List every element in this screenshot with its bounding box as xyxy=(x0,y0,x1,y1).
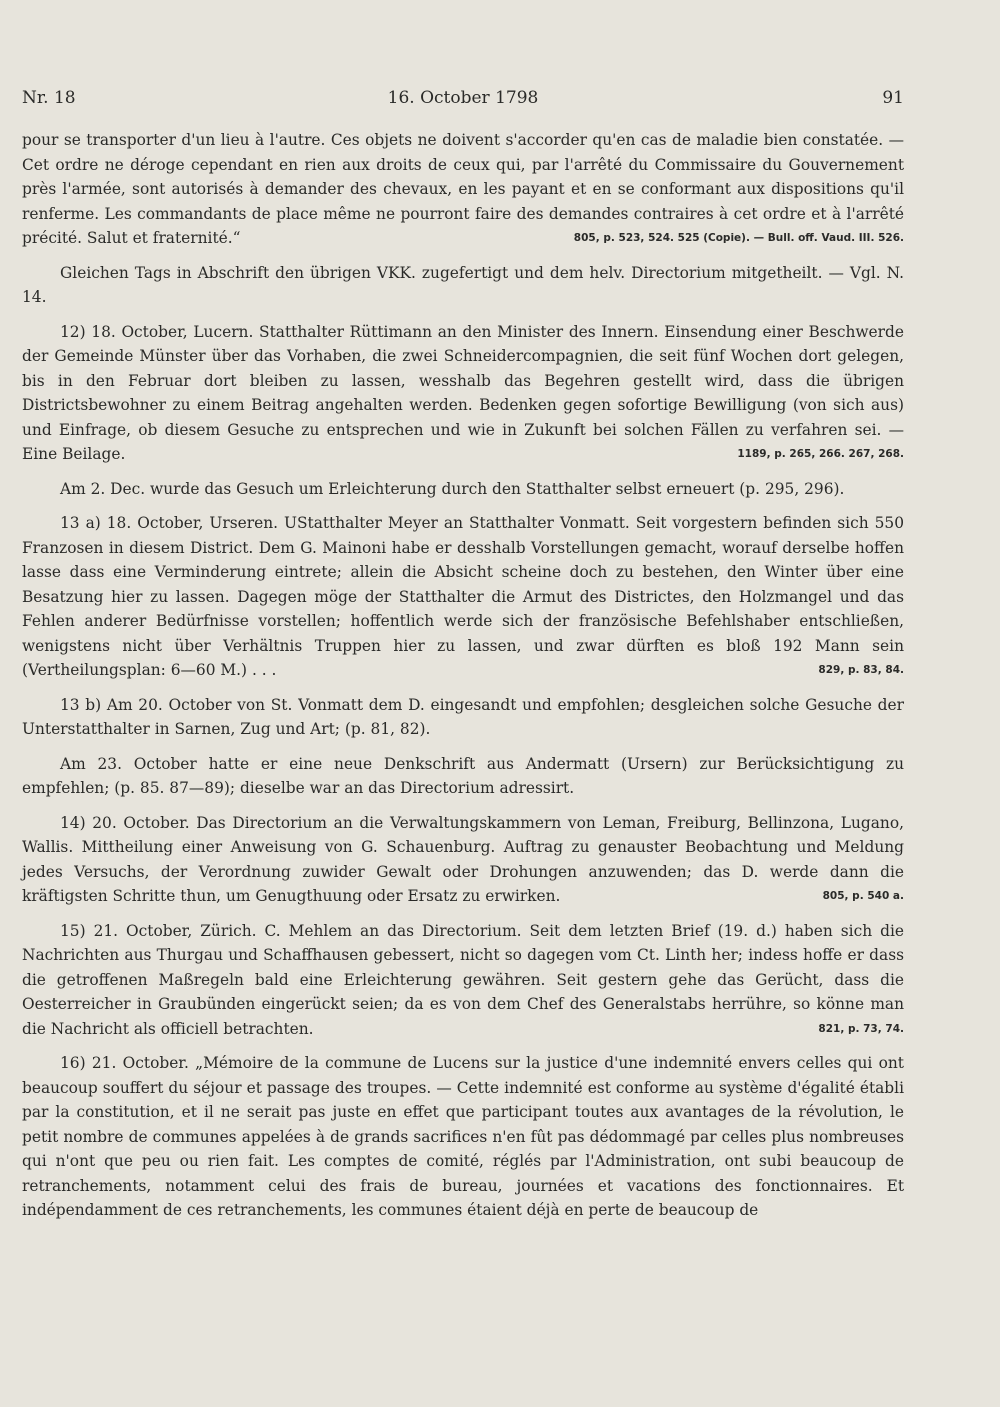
archive-reference: 1189, p. 265, 266. 267, 268. xyxy=(737,448,904,460)
paragraph: Am 2. Dec. wurde das Gesuch um Erleichterung durch den Statthalter selbst erneuert (p. 295, 296). xyxy=(60,479,845,498)
entry-paragraph: 15) 21. October, Zürich. C. Mehlem an das Directorium. Seit dem letzten Brief (19. d.) haben sich die Nachrichten aus Thurgau und Schaffhausen gebessert, nicht so dagegen vom Ct. Linth her; indess hoffe er dass die getroffenen Maßregeln bald eine Erleichterung gewähren. Seit gestern gehe das Gerücht, dass die Oesterreicher in Graubünden eingerückt seien; da es von dem Chef des Generalstabs herrühre, so könne man die Nachricht als officiell betrachten. 821, p. 73, 74. xyxy=(22,919,904,1042)
document-number: Nr. 18 xyxy=(22,88,76,108)
archive-reference: 829, p. 83, 84. xyxy=(818,664,904,676)
paragraph: Am 23. October hatte er eine neue Denkschrift aus Andermatt (Ursern) zur Berücksichtigung zu empfehlen; (p. 85. 87—89); dieselbe war an das Directorium adressirt. xyxy=(22,754,904,797)
archive-reference: 805, p. 540 a. xyxy=(822,890,904,902)
page-header xyxy=(22,88,904,114)
paragraph: Gleichen Tags in Abschrift den übrigen VKK. zugefertigt und dem helv. Directorium mitgetheilt. — Vgl. N. 14. xyxy=(22,263,904,306)
entry-paragraph: 13 a) 18. October, Urseren. UStatthalter Meyer an Statthalter Vonmatt. Seit vorgestern befinden sich 550 Franzosen in diesem District. Dem G. Mainoni habe er desshalb Vorstellungen gemacht, worauf derselbe hoffen lasse dass eine Verminderung eintrete; allein die Absicht scheine doch zu bestehen, den Winter über eine Besatzung hier zu lassen. Dagegen möge der Statthalter die Armut des Districtes, den Holzmangel und das Fehlen anderer Bedürfnisse vorstellen; hoffentlich werde sich der französische Befehlshaber entschließen, wenigstens nicht über Verhältnis Truppen hier zu lassen, und zwar dürften es bloß 192 Mann sein (Vertheilungsplan: 6—60 M.) . . . 829, p. 83, 84. xyxy=(22,511,904,683)
page-body xyxy=(22,128,904,1223)
entry-paragraph: 14) 20. October. Das Directorium an die Verwaltungskammern von Leman, Freiburg, Bellinzona, Lugano, Wallis. Mittheilung einer Anweisung von G. Schauenburg. Auftrag zu genauster Beobachtung und Meldung jedes Versuchs, der Verordnung zuwider Gewalt oder Drohungen anzuwenden; das D. werde dann die kräftigsten Schritte thun, um Genugthuung oder Ersatz zu erwirken. 805, p. 540 a. xyxy=(22,811,904,909)
archive-reference: 805, p. 523, 524. 525 (Copie). — Bull. off. Vaud. III. 526. xyxy=(573,232,904,244)
entry-paragraph: 13 b) Am 20. October von St. Vonmatt dem D. eingesandt und empfohlen; desgleichen solche Gesuche der Unterstatthalter in Sarnen, Zug und Art; (p. 81, 82). xyxy=(22,695,904,738)
header-date: 16. October 1798 xyxy=(387,88,539,108)
archive-reference: 821, p. 73, 74. xyxy=(818,1022,904,1035)
page-number: 91 xyxy=(882,88,904,108)
paragraph: pour se transporter d'un lieu à l'autre. Ces objets ne doivent s'accorder qu'en cas de maladie bien constatée. — Cet ordre ne déroge cependant en rien aux droits de ceux qui, par l'arrêté du Commissaire du Gouvernement près l'armée, sont autorisés à demander des chevaux, en les payant et en se conformant aux dispositions qu'il renferme. Les commandants de place même ne pourront faire des demandes contraires à cet ordre et à l'arrêté précité. Salut et fraternité.“ 805, p. 523, 524. 525 (Copie). — Bull. off. Vaud. III. 526. xyxy=(22,128,904,251)
entry-paragraph: 16) 21. October. „Mémoire de la commune de Lucens sur la justice d'une indemnité envers celles qui ont beaucoup souffert du séjour et passage des troupes. — Cette indemnité est conforme au système d'égalité établi par la constitution, et il ne serait pas juste en effet que participant toutes aux avantages de la révolution, le petit nombre de communes appelées à de grands sacrifices n'en fût pas dédommagé par celles plus nombreuses qui n'ont que peu ou rien fait. Les comptes de comité, réglés par l'Administration, ont subi beaucoup de retranchements, notamment celui des frais de bureau, journées et vacations des fonctionnaires. Et indépendamment de ces retranchements, les communes étaient déjà en perte de beaucoup de xyxy=(22,1054,904,1219)
entry-paragraph: 12) 18. October, Lucern. Statthalter Rüttimann an den Minister des Innern. Einsendung einer Beschwerde der Gemeinde Münster über das Vorhaben, die zwei Schneidercompagnien, die seit fünf Wochen dort gelegen, bis in den Februar dort bleiben zu lassen, wesshalb das Begehren gestellt wird, dass die übrigen Districtsbewohner zu einem Beitrag angehalten werden. Bedenken gegen sofortige Bewilligung (von sich aus) und Einfrage, ob diesem Gesuche zu entsprechen und wie in Zukunft bei solchen Fällen zu verfahren sei. — Eine Beilage. 1189, p. 265, 266. 267, 268. xyxy=(22,320,904,467)
